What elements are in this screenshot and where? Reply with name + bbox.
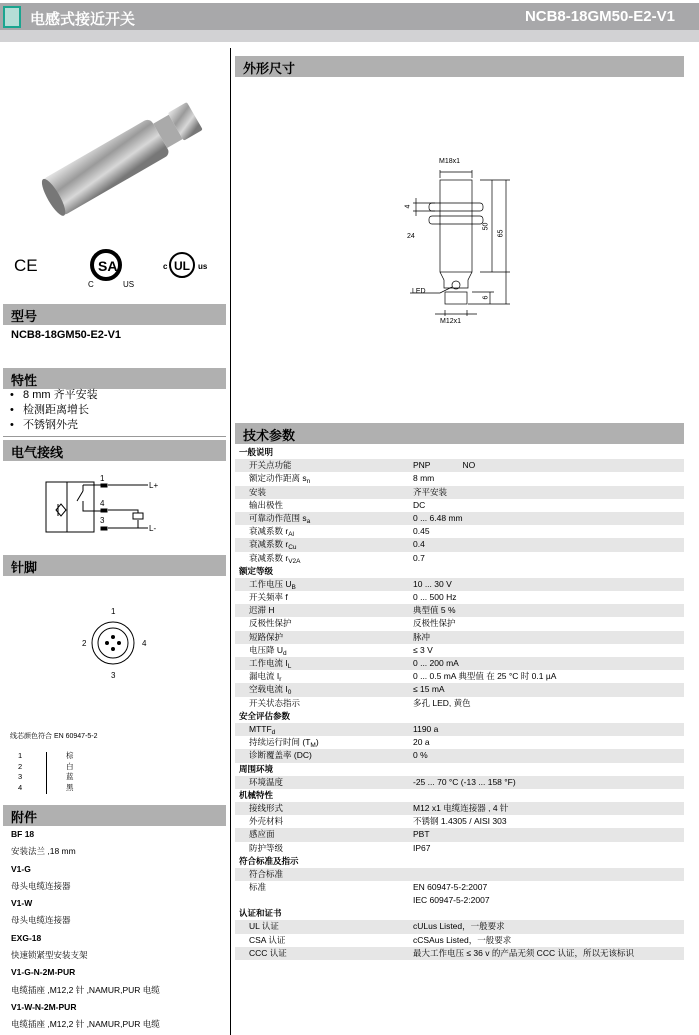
spec-row: [235, 459, 684, 472]
spec-row: [235, 644, 684, 657]
ul-us: us: [198, 262, 208, 271]
spec-section-header: [235, 789, 684, 802]
spec-value: 0.4: [413, 539, 425, 550]
spec-value: 0 %: [413, 750, 428, 761]
spec-label: 安装: [249, 486, 267, 497]
page-title: 电感式接近开关: [30, 11, 136, 28]
spec-section-header: [235, 907, 684, 920]
spec-value: 20 a: [413, 737, 430, 748]
wiring-pin-3: 3: [100, 516, 105, 525]
spec-label: 衰减系数 $r_{V2A}$: [249, 552, 301, 565]
spec-section-header: [235, 855, 684, 868]
section-accessories: 附件: [3, 805, 226, 826]
accessory-desc: 电缆插座 ,M12,2 针 ,NAMUR,PUR 电缆: [11, 984, 160, 995]
spec-row: [235, 828, 684, 841]
spec-row: [235, 670, 684, 683]
svg-text:SA: SA: [98, 258, 118, 274]
csa-c: C: [88, 280, 94, 289]
features-list: [10, 388, 98, 433]
spec-label: $MTTF_d$: [249, 723, 276, 736]
spec-value: PBT: [413, 829, 430, 840]
spec-value: EN 60947-5-2:2007 IEC 60947-5-2:2007: [413, 882, 490, 906]
accessory-name[interactable]: V1-W: [11, 898, 33, 909]
feature-item: • 8 mm 齐平安装: [10, 389, 98, 401]
spec-label: 开关频率 f: [249, 592, 288, 603]
spec-value: DC: [413, 499, 426, 510]
spec-value: ≤ 15 mA: [413, 684, 445, 695]
pin-label-3: 3: [111, 671, 116, 680]
csa-us: US: [123, 280, 135, 289]
brand-square: [3, 6, 21, 28]
spec-label: 防护等级: [249, 842, 284, 853]
type-value: NCB8-18GM50-E2-V1: [11, 329, 122, 341]
accessory-name[interactable]: BF 18: [11, 829, 35, 839]
accessory-desc: 母头电缆连接器: [11, 880, 71, 891]
spec-row: [235, 920, 684, 933]
spec-label: UL 认证: [249, 921, 279, 932]
spec-label: 衰减系数 $r_{Al}$: [249, 526, 294, 539]
spec-row: [235, 499, 684, 512]
spec-label: 输出极性: [249, 499, 284, 510]
accessory-name[interactable]: V1-G: [11, 863, 31, 874]
spec-label: 工作电压 $U_B$: [249, 578, 296, 591]
dim-led: LED: [412, 288, 426, 295]
spec-row: [235, 552, 684, 565]
accessory-name[interactable]: V1-G-N-2M-PUR: [11, 967, 76, 978]
spec-label: CCC 认证: [249, 947, 287, 958]
spec-row: [235, 631, 684, 644]
accessory-name[interactable]: EXG-18: [11, 932, 42, 943]
spec-value: 8 mm: [413, 473, 435, 484]
spec-label: 开关状态指示: [249, 697, 301, 708]
spec-value: 最大工作电压 ≤ 36 v 的产品无须 CCC 认证，所以无该标识: [413, 947, 634, 958]
spec-row: [235, 604, 684, 617]
pin-layout-diagram: [90, 620, 136, 666]
accessory-desc: 安装法兰 ,18 mm: [11, 846, 76, 857]
svg-text:UL: UL: [174, 259, 190, 273]
spec-row: [235, 868, 684, 881]
ul-c: c: [163, 262, 168, 271]
spec-label: 一般说明: [239, 447, 274, 457]
feature-item: • 不锈钢外壳: [10, 419, 79, 431]
spec-label: 机械特性: [239, 789, 274, 800]
accessories-list: [11, 826, 160, 1034]
accessory-desc: 母头电缆连接器: [11, 915, 71, 926]
header-strip: [0, 30, 699, 42]
product-image: [30, 80, 220, 230]
accessory-desc: 电缆插座 ,M12,2 针 ,NAMUR,PUR 电缆: [11, 1019, 160, 1030]
spec-label: 感应面: [249, 829, 275, 840]
spec-label: 符合标准: [249, 869, 284, 879]
spec-value: cCSAus Listed，一般要求: [413, 934, 512, 945]
section-features: 特性: [3, 368, 226, 389]
spec-value: 10 ... 30 V: [413, 578, 452, 589]
spec-value: PNP NO: [413, 460, 476, 471]
label-l-plus: L+: [149, 481, 159, 490]
spec-value: 齐平安装: [413, 486, 448, 497]
divider: [3, 436, 226, 437]
spec-row: [235, 776, 684, 789]
spec-label: 迟滞 H: [249, 605, 275, 616]
header-bar: [0, 3, 699, 30]
spec-label: CSA 认证: [249, 934, 286, 945]
spec-value: ≤ 3 V: [413, 644, 433, 655]
accessory-name[interactable]: V1-W-N-2M-PUR: [11, 1001, 77, 1012]
spec-row: [235, 749, 684, 762]
spec-value: 不锈钢 1.4305 / AISI 303: [413, 816, 507, 827]
spec-label: 额定动作距离 $s_n$: [249, 473, 311, 486]
spec-label: 持续运行时间 $(T_M)$: [249, 737, 319, 750]
spec-label: 可靠动作范围 $s_a$: [249, 512, 311, 525]
spec-row: [235, 723, 684, 736]
spec-value: IP67: [413, 842, 431, 853]
spec-row: [235, 842, 684, 855]
spec-value: 多孔 LED, 黄色: [413, 697, 471, 708]
spec-row: [235, 578, 684, 591]
spec-label: 反极性保护: [249, 618, 292, 629]
spec-row: [235, 802, 684, 815]
pin-label-2: 2: [82, 639, 87, 648]
dim-wrench: 24: [407, 233, 415, 240]
spec-row: [235, 486, 684, 499]
dim-len-50: 50: [482, 222, 490, 231]
spec-value: 0 ... 200 mA: [413, 658, 459, 668]
section-type: 型号: [3, 304, 226, 325]
section-specs: 技术参数: [235, 423, 684, 444]
spec-label: 诊断覆盖率 (DC): [249, 750, 312, 761]
header-model: NCB8-18GM50-E2-V1: [524, 8, 675, 25]
spec-row: [235, 947, 684, 960]
spec-row: [235, 617, 684, 630]
dim-thread: M18x1: [439, 158, 461, 165]
dim-conn: M12x1: [440, 318, 462, 325]
spec-value: 典型值 5 %: [413, 605, 456, 616]
spec-label: 认证和证书: [239, 908, 282, 919]
spec-value: 0 ... 500 Hz: [413, 592, 457, 603]
spec-value: 脉冲: [413, 631, 431, 642]
column-divider: [230, 48, 231, 1035]
spec-label: 接线形式: [249, 803, 284, 814]
pin-label-1: 1: [111, 607, 116, 616]
spec-label: 周围环境: [239, 763, 274, 774]
dim-len-65: 65: [497, 229, 505, 238]
pin-label-4: 4: [142, 639, 147, 648]
spec-row: [235, 538, 684, 551]
spec-row: [235, 881, 684, 907]
spec-value: 反极性保护: [413, 618, 456, 629]
accessory-desc: 快速锁紧型安装支架: [11, 950, 88, 961]
wire-color-title: 线芯颜色符合 EN 60947-5-2: [10, 733, 98, 740]
section-pins: 针脚: [3, 555, 226, 576]
feature-item: • 检测距离增长: [10, 404, 90, 416]
spec-row: [235, 697, 684, 710]
spec-table: [235, 446, 684, 960]
spec-row: [235, 736, 684, 749]
spec-section-header: [235, 710, 684, 723]
ul-logo: [168, 250, 196, 280]
spec-value: -25 ... 70 °C (-13 ... 158 °F): [413, 776, 516, 787]
spec-section-header: [235, 565, 684, 578]
spec-label: 漏电流 $I_r$: [249, 671, 282, 684]
spec-label: 工作电流 $I_L$: [249, 658, 292, 670]
wiring-diagram: [40, 472, 180, 536]
spec-label: 短路保护: [249, 631, 284, 642]
dim-nut: 4: [404, 204, 412, 209]
spec-row: [235, 815, 684, 828]
spec-section-header: [235, 446, 684, 459]
spec-row: [235, 591, 684, 604]
spec-label: 标准: [249, 882, 267, 893]
spec-label: 开关点功能: [249, 460, 292, 471]
spec-label: 电压降 $U_d$: [249, 644, 287, 657]
spec-section-header: [235, 763, 684, 776]
spec-row: [235, 657, 684, 670]
spec-value: 0.7: [413, 552, 425, 563]
spec-row: [235, 525, 684, 538]
spec-value: cULus Listed，一般要求: [413, 921, 505, 932]
spec-row: [235, 512, 684, 525]
wiring-pin-1: 1: [100, 474, 105, 483]
spec-row: [235, 934, 684, 947]
wire-color-table: 1 棕 2 白 3 蓝 4 黑: [18, 751, 74, 792]
spec-label: 外壳材料: [249, 816, 284, 827]
spec-value: 0.45: [413, 526, 430, 537]
spec-value: 1190 a: [413, 723, 439, 734]
spec-value: [413, 868, 684, 881]
spec-label: 环境温度: [249, 776, 284, 787]
spec-label: 符合标准及指示: [239, 855, 299, 866]
wire-color-divider: [46, 752, 47, 794]
spec-row: [235, 472, 684, 485]
spec-label: 衰减系数 $r_{Cu}$: [249, 539, 297, 552]
spec-value: 0 ... 6.48 mm: [413, 512, 463, 523]
ce-logo: CE: [14, 256, 38, 275]
spec-label: 空载电流 $I_0$: [249, 684, 292, 697]
label-l-minus: L-: [149, 524, 157, 533]
section-wiring: 电气接线: [3, 440, 226, 461]
spec-label: 额定等级: [239, 565, 274, 576]
spec-label: 安全评估参数: [239, 710, 291, 721]
spec-row: [235, 683, 684, 696]
dimension-drawing: [400, 150, 520, 340]
section-dimensions: 外形尺寸: [235, 56, 684, 77]
spec-value: M12 x1 电缆连接器 , 4 针: [413, 803, 509, 814]
wiring-pin-4: 4: [100, 499, 105, 508]
dim-conn-len: 6: [482, 295, 490, 300]
spec-value: 0 ... 0.5 mA 典型值 在 25 °C 时 0.1 µA: [413, 671, 557, 682]
